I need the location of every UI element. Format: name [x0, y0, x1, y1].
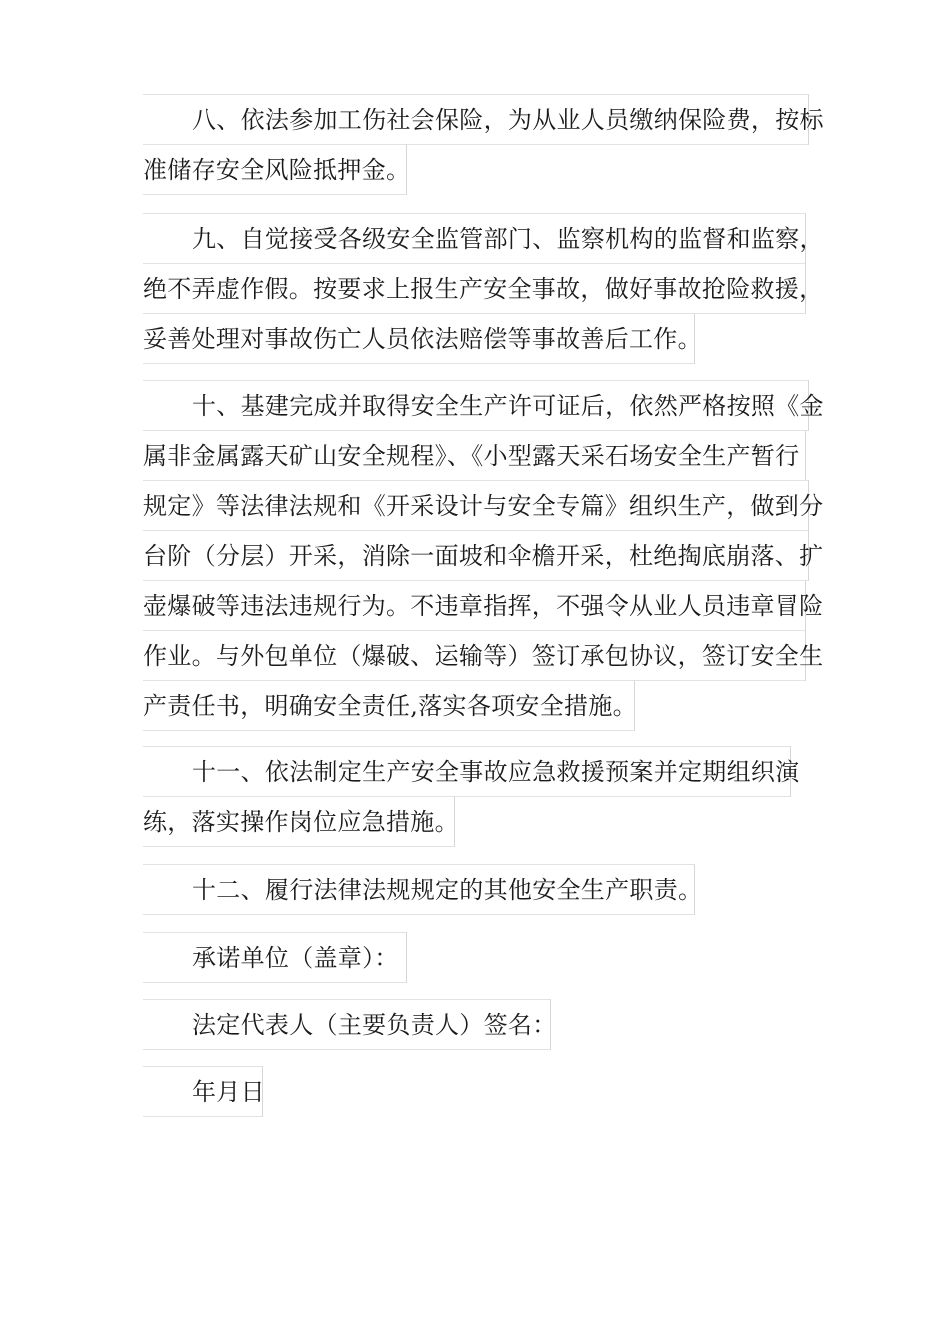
- line-text: 年月日: [192, 1077, 265, 1106]
- signature-unit-line: [143, 932, 407, 982]
- text-line: [143, 313, 702, 364]
- paragraph-item-12: [143, 864, 703, 914]
- text-line: [143, 1066, 263, 1117]
- line-text: 十二、履行法律法规规定的其他安全生产职责。: [192, 875, 703, 904]
- paragraph-item-9: [143, 213, 824, 363]
- text-line: [143, 263, 824, 314]
- signature-date-line: [143, 1066, 263, 1116]
- line-text: 承诺单位（盖章）：: [192, 943, 399, 972]
- line-text: 作业。与外包单位（爆破、运输等）签订承包协议，签订安全生: [143, 641, 824, 670]
- text-line: [143, 380, 824, 431]
- line-text: 规定》等法律法规和《开采设计与安全专篇》组织生产，做到分: [143, 491, 824, 520]
- text-line: [143, 630, 824, 681]
- line-text: 壶爆破等违法违规行为。不违章指挥，不强令从业人员违章冒险: [143, 591, 824, 620]
- text-line: [143, 932, 407, 983]
- text-line: [143, 430, 806, 481]
- line-text: 练，落实操作岗位应急措施。: [143, 807, 459, 836]
- text-line: [143, 580, 824, 631]
- text-line: [143, 746, 800, 797]
- line-text: 台阶（分层）开采，消除一面坡和伞檐开采，杜绝掏底崩落、扩: [143, 541, 824, 570]
- text-line: [143, 480, 824, 531]
- text-line: [143, 144, 411, 195]
- line-text: 十一、依法制定生产安全事故应急救援预案并定期组织演: [192, 757, 800, 786]
- text-line: [143, 680, 635, 731]
- line-text: 九、自觉接受各级安全监管部门、监察机构的监督和监察，: [192, 224, 824, 253]
- paragraph-item-11: [143, 746, 800, 846]
- paragraph-item-8: [143, 94, 824, 194]
- line-text: 八、依法参加工伤社会保险，为从业人员缴纳保险费，按标: [192, 105, 824, 134]
- line-text: 产责任书，明确安全责任,落实各项安全措施。: [143, 691, 637, 720]
- line-text: 法定代表人（主要负责人）签名：: [192, 1010, 557, 1039]
- line-text: 准储存安全风险抵押金。: [143, 155, 411, 184]
- signature-representative-line: [143, 999, 557, 1049]
- text-line: [143, 796, 459, 847]
- line-text: 十、基建完成并取得安全生产许可证后，依然严格按照《金: [192, 391, 824, 420]
- text-line: [143, 213, 824, 264]
- text-line: [143, 864, 703, 915]
- paragraph-item-10: [143, 380, 824, 730]
- text-line: [143, 530, 824, 581]
- line-text: 绝不弄虚作假。按要求上报生产安全事故，做好事故抢险救援，: [143, 274, 824, 303]
- text-line: [143, 94, 824, 145]
- line-text: 属非金属露天矿山安全规程》、《小型露天采石场安全生产暂行: [143, 441, 800, 470]
- text-line: [143, 999, 557, 1050]
- line-text: 妥善处理对事故伤亡人员依法赔偿等事故善后工作。: [143, 324, 702, 353]
